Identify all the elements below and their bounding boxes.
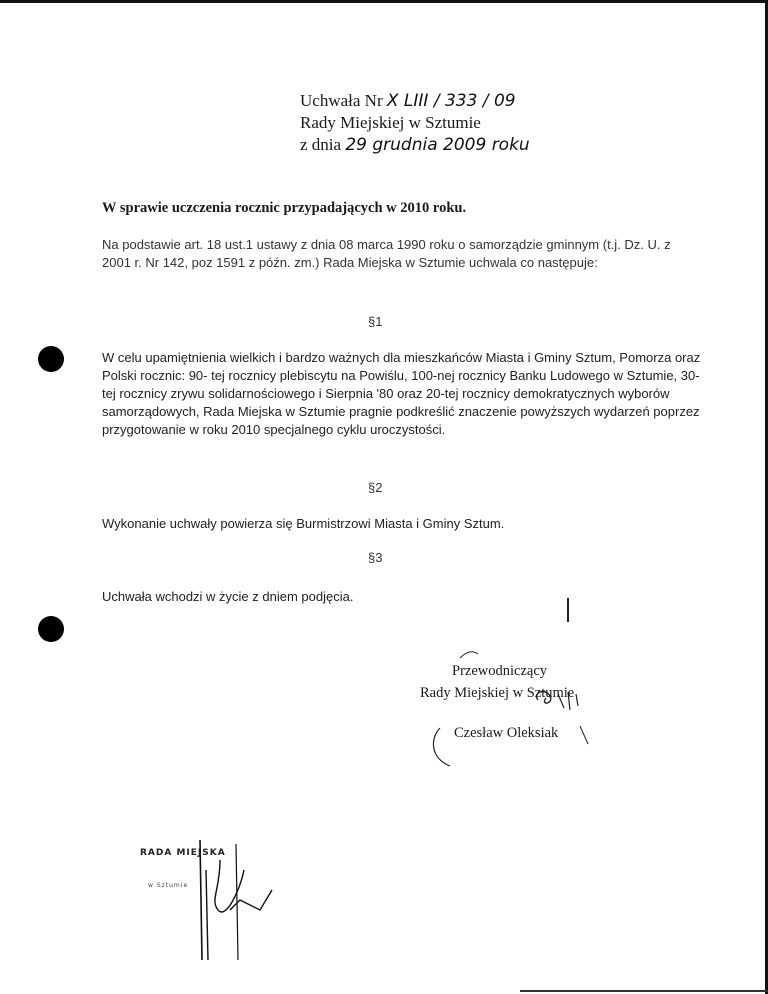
section-3-sign: §3 [368, 550, 383, 565]
section-2-sign: §2 [368, 480, 383, 495]
council-stamp [140, 830, 320, 965]
scan-edge-bottom [520, 990, 768, 992]
council-line: Rady Miejskiej w Sztumie [300, 113, 481, 132]
date-value: 29 grudnia 2009 roku [345, 135, 530, 155]
section-2-text: Wykonanie uchwały powierza się Burmistrzowi Miasta i Gminy Sztum. [102, 516, 505, 531]
resolution-number-line [300, 90, 530, 112]
punch-hole-bottom [38, 616, 64, 642]
section-1-text: W celu upamiętnienia wielkich i bardzo ważnych dla mieszkańców Miasta i Gminy Sztum, Pomorza oraz Polski rocznic: 90- tej rocznicy plebiscytu na Powiślu, 100-nej rocznicy Banku Ludowego w Sztumie, 30-tej rocznicy zrywu solidarnościowego i Sierpnia '80 oraz 20-tej rocznicy demokratycznych wyborów samorządowych, Rada Miejska w Sztumie pragnie podkreślić znaczenie powyższych wydarzeń poprzez przygotowanie w roku 2010 specjalnego cyklu uroczystości. [102, 350, 701, 437]
date-line [300, 134, 530, 156]
punch-hole-top [38, 346, 64, 372]
resolution-label: Uchwała Nr [300, 91, 383, 110]
stamp-text: RADA MIEJSKA [140, 848, 226, 858]
date-label: z dnia [300, 135, 342, 154]
resolution-header [300, 90, 530, 156]
stamp-subtext: w Sztumie [148, 882, 189, 889]
signature-name: Czesław Oleksiak [454, 725, 559, 741]
margin-mark [567, 598, 569, 622]
scan-edge-top [0, 0, 768, 3]
signature-council: Rady Miejskiej w Sztumie [420, 685, 575, 701]
section-1-sign: §1 [368, 314, 383, 329]
legal-basis: Na podstawie art. 18 ust.1 ustawy z dnia 08 marca 1990 roku o samorządzie gminnym (t.j. Dz. U. z 2001 r. Nr 142, poz 1591 z późn. zm.) Rada Miejska w Sztumie uchwala co następuje: [102, 237, 671, 270]
resolution-subject: W sprawie uczczenia rocznic przypadających w 2010 roku. [102, 200, 467, 216]
resolution-number: X LIII / 333 / 09 [386, 91, 516, 111]
section-3-text: Uchwała wchodzi w życie z dniem podjęcia. [102, 589, 354, 604]
signature-title: Przewodniczący [452, 663, 548, 679]
